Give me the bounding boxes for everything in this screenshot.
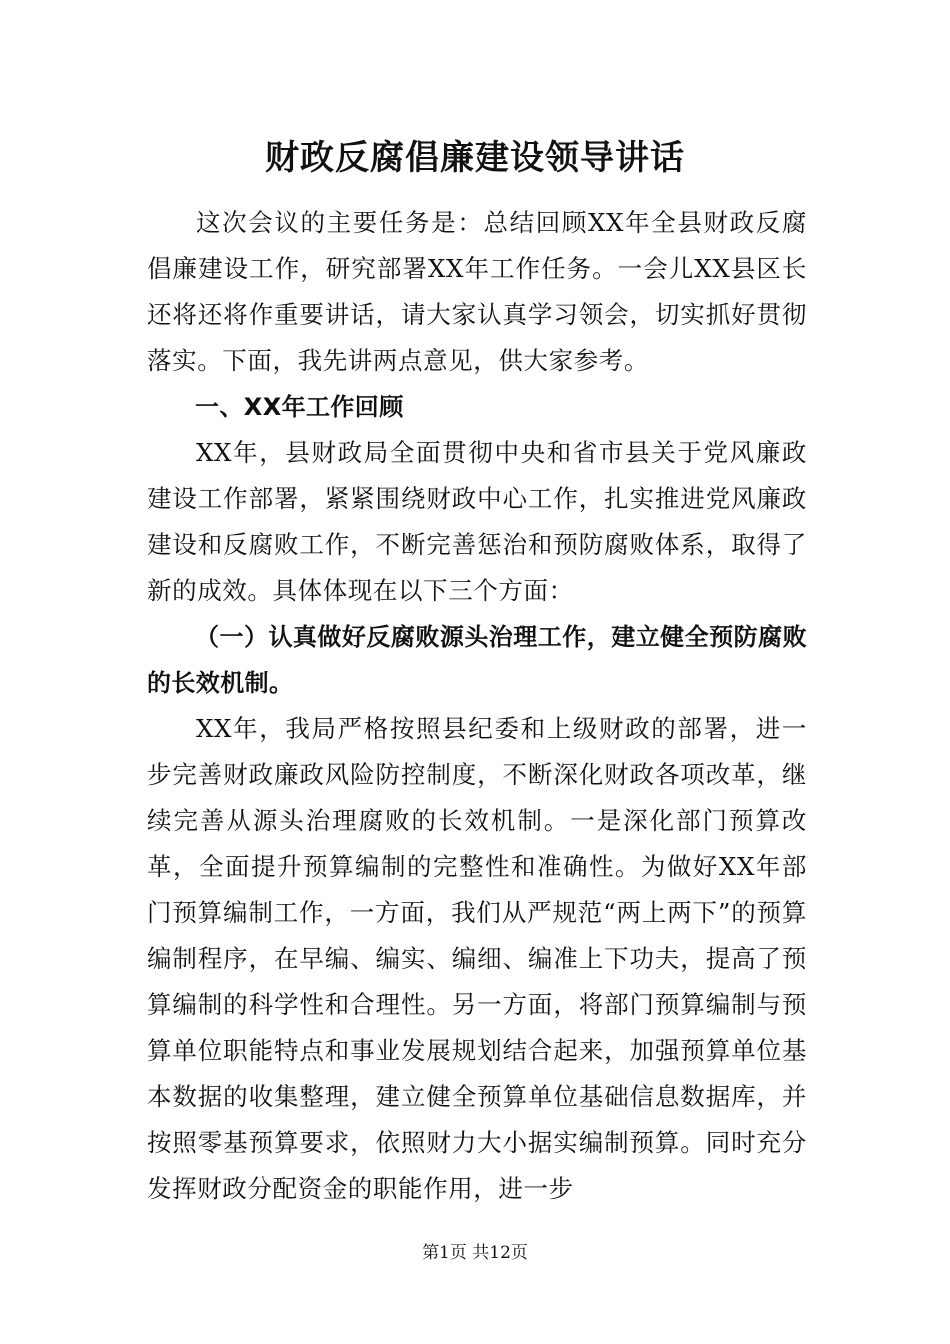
review-paragraph: XX年，县财政局全面贯彻中央和省市县关于党风廉政建设工作部署，紧紧围绕财政中心工作，扎实推进党风廉政建设和反腐败工作，不断完善惩治和预防腐败体系，取得了新的成效。具体体现在以下三个方面： xyxy=(147,438,807,605)
document-title: 财政反腐倡廉建设领导讲话 xyxy=(265,138,685,178)
subsection-heading-1: （一）认真做好反腐败源头治理工作，建立健全预防腐败的长效机制。 xyxy=(147,623,807,697)
section-heading-review: 一、XX年工作回顾 xyxy=(195,393,404,421)
intro-paragraph: 这次会议的主要任务是：总结回顾XX年全县财政反腐倡廉建设工作，研究部署XX年工作任务。一会儿XX县区长还将还将作重要讲话，请大家认真学习领会，切实抓好贯彻落实。下面，我先讲两点意见，供大家参考。 xyxy=(147,208,807,375)
page-footer: 第1页 共12页 xyxy=(422,1243,528,1263)
subsection-paragraph-1: XX年，我局严格按照县纪委和上级财政的部署，进一步完善财政廉政风险防控制度，不断深化财政各项改革，继续完善从源头治理腐败的长效机制。一是深化部门预算改革，全面提升预算编制的完整性和准确性。为做好XX年部门预算编制工作，一方面，我们从严规范“两上两下”的预算编制程序，在早编、编实、编细、编准上下功夫，提高了预算编制的科学性和合理性。另一方面，将部门预算编制与预算单位职能特点和事业发展规划结合起来，加强预算单位基本数据的收集整理，建立健全预算单位基础信息数据库，并按照零基预算要求，依照财力大小据实编制预算。同时充分发挥财政分配资金的职能作用，进一步 xyxy=(147,714,807,1203)
document-body xyxy=(147,200,807,1212)
